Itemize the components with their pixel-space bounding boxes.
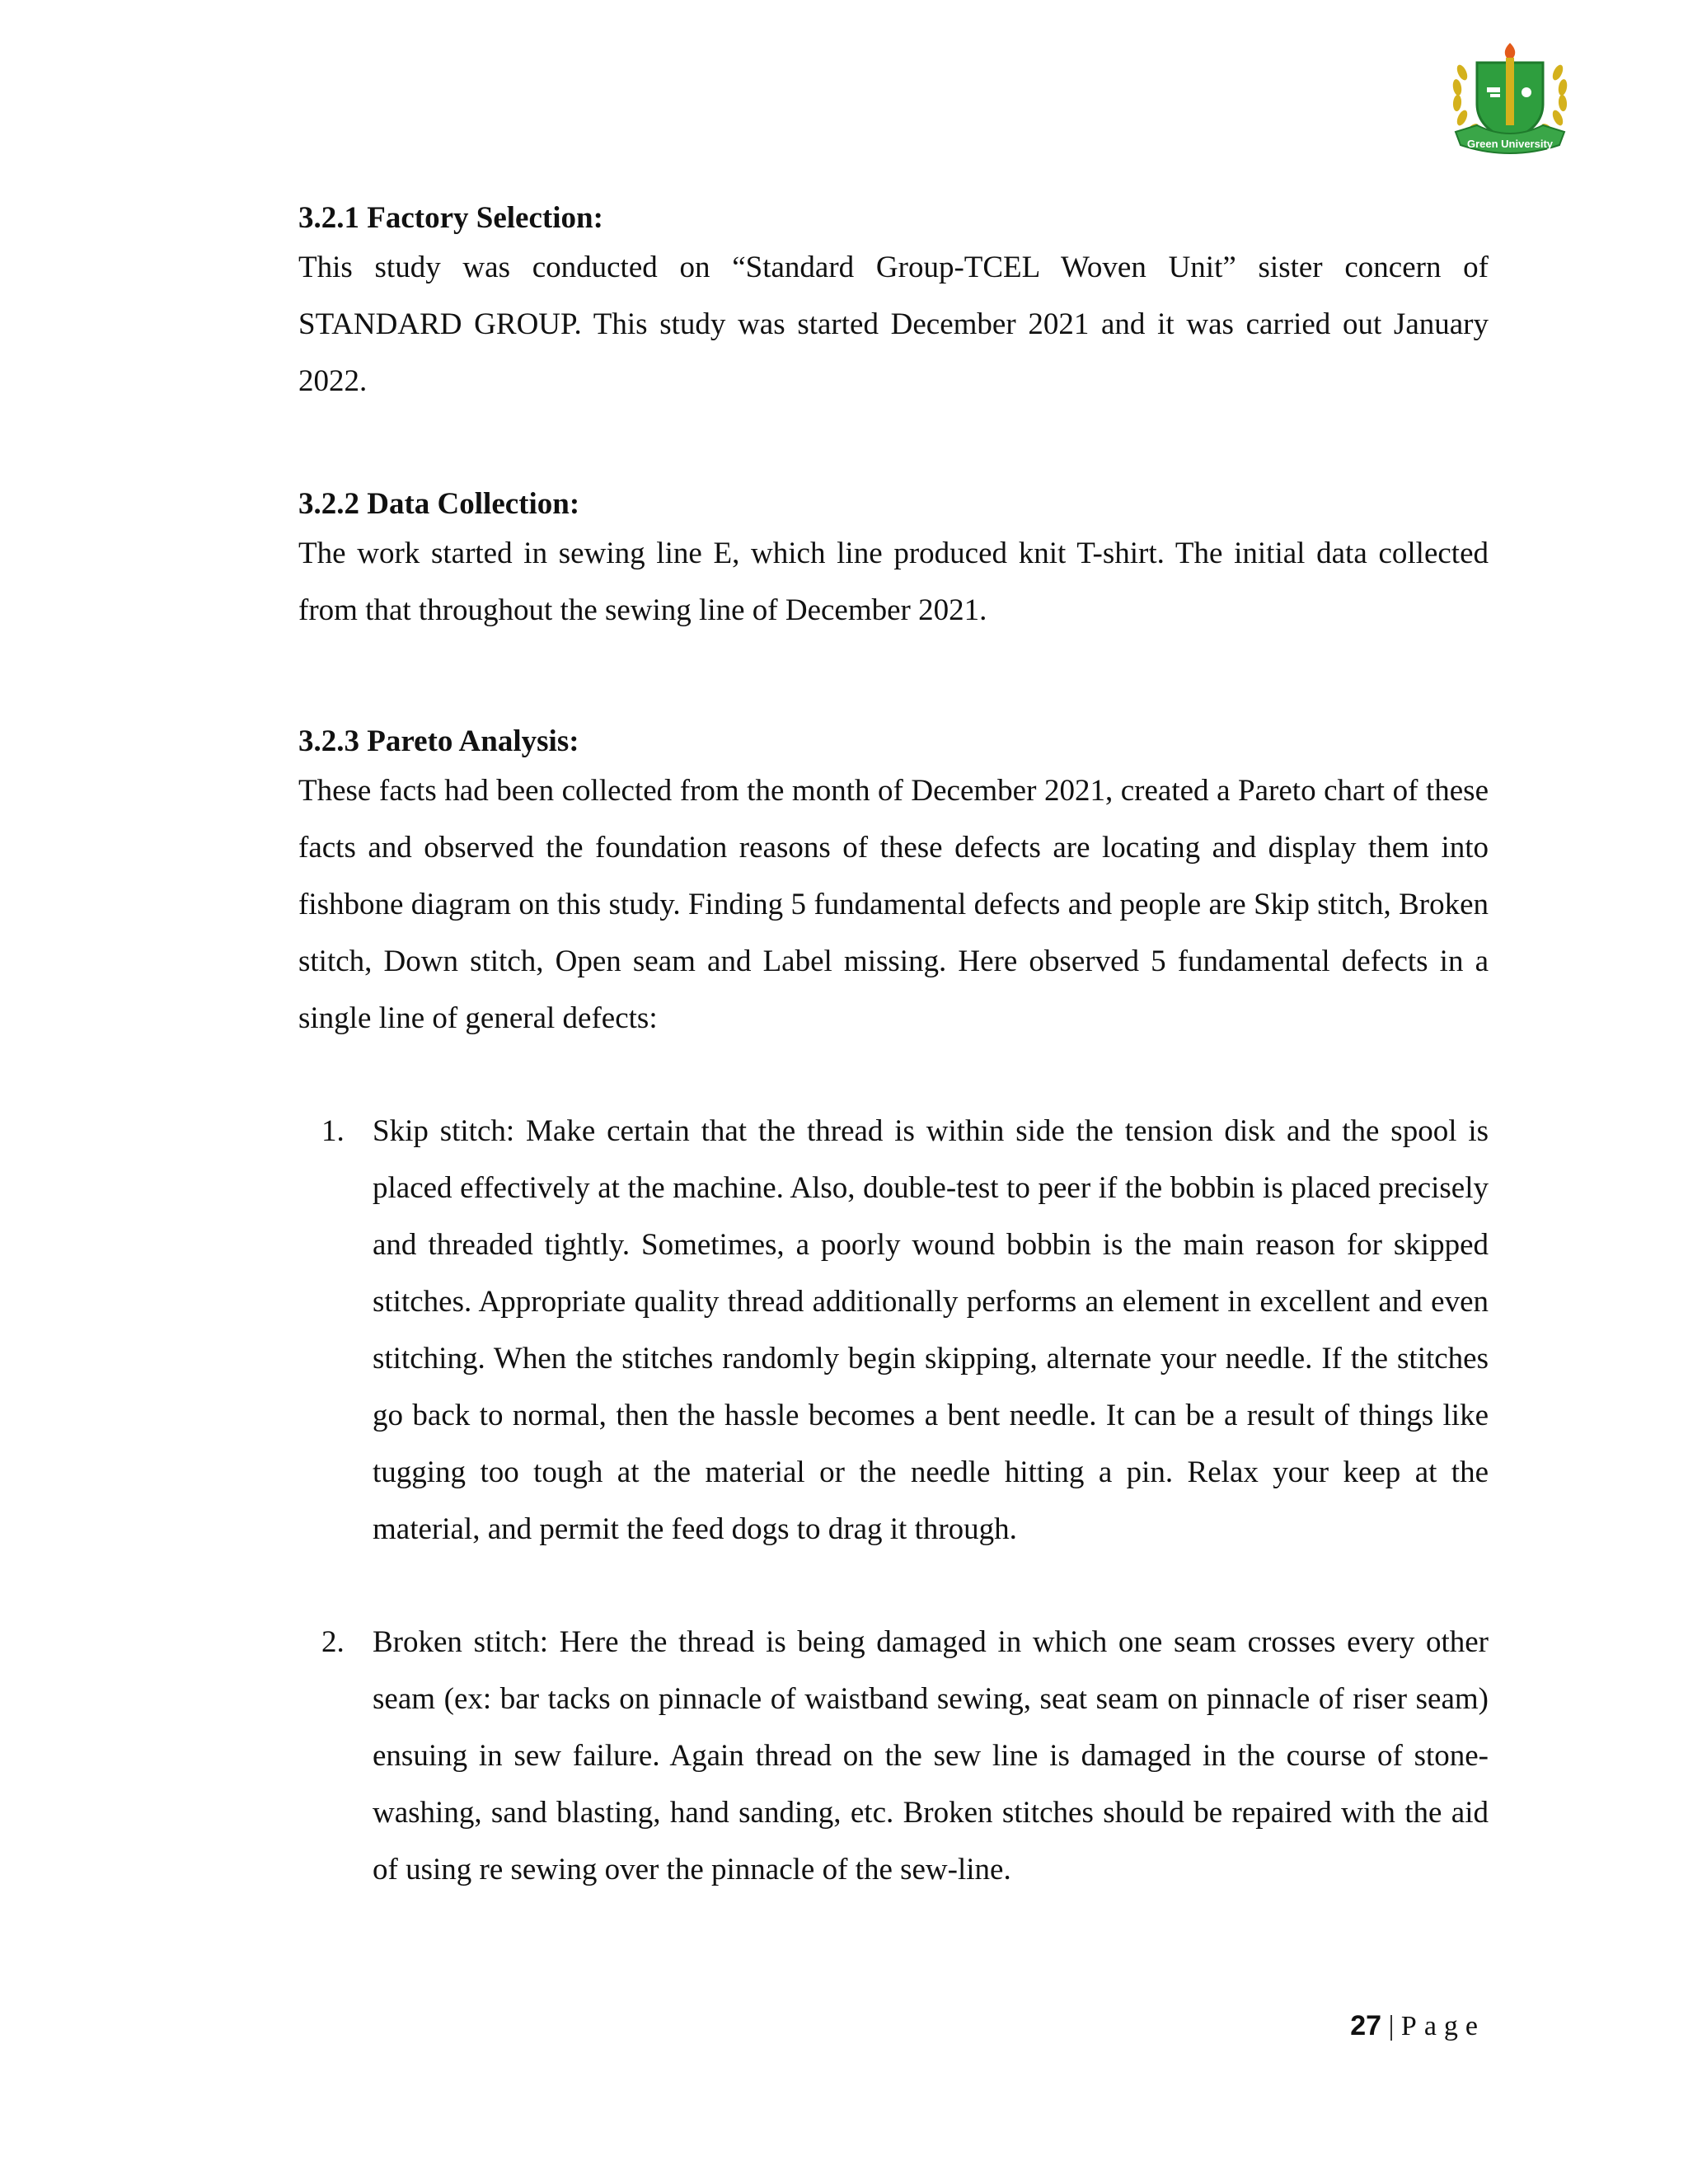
torch-icon (1506, 58, 1514, 125)
section-heading-data-collection: 3.2.2 Data Collection: (298, 487, 580, 521)
section-body-factory-selection: This study was conducted on “Standard Group-TCEL Woven Unit” sister concern of STANDARD GROUP. This study was started December 2021 and it was carried out January 2022. (298, 251, 1489, 398)
page-label: Page (1400, 2011, 1485, 2041)
list-item-number: 1. (321, 1114, 345, 1148)
list-item-skip-stitch (298, 1103, 1489, 1558)
list-item-text: Skip stitch: Make certain that the thread is within side the tension disk and the spool is placed effectively at the machine. Also, double-test to peer if the bobbin is placed precisely and threaded tightly. Sometimes, a poorly wound bobbin is the main reason for skipped stitches. Appropriate quality thread additionally performs an element in excellent and even stitching. When the stitches randomly begin skipping, alternate your needle. If the stitches go back to normal, then the hassle becomes a bent needle. It can be a result of things like tugging too tough at the material or the needle hitting a pin. Relax your keep at the material, and permit the feed dogs to drag it through. (373, 1114, 1489, 1546)
section-body-data-collection: The work started in sewing line E, which line produced knit T-shirt. The initial data collected from that throughout the sewing line of December 2021. (298, 537, 1489, 627)
list-item-broken-stitch (298, 1614, 1489, 1898)
section-body-pareto-analysis: These facts had been collected from the month of December 2021, created a Pareto chart of these facts and observed the foundation reasons of these defects are locating and display them into fishbone diagram on this study. Finding 5 fundamental defects and people are Skip stitch, Broken stitch, Down stitch, Open seam and Label missing. Here observed 5 fundamental defects in a single line of general defects: (298, 774, 1489, 1035)
logo-text: Green University (1466, 138, 1554, 150)
page-separator: | (1381, 2011, 1401, 2041)
section-heading-pareto-analysis: 3.2.3 Pareto Analysis: (298, 724, 579, 758)
spacer (298, 1047, 1489, 1103)
spacer (298, 1558, 1489, 1614)
section-heading-factory-selection: 3.2.1 Factory Selection: (298, 201, 603, 235)
green-university-logo (1444, 40, 1576, 163)
spacer (298, 410, 1489, 484)
document-body (298, 198, 1489, 1898)
defects-list (298, 1103, 1489, 1898)
page-footer (1278, 2008, 1485, 2045)
list-item-text: Broken stitch: Here the thread is being damaged in which one seam crosses every other seam (ex: bar tacks on pinnacle of waistband sewing, seat seam on pinnacle of riser seam) ensuing in sew failure. Again thread on the sew line is damaged in the course of stone-washing, sand blasting, hand sanding, etc. Broken stitches should be repaired with the aid of using re sewing over the pinnacle of the sew-line. (373, 1625, 1489, 1886)
spacer (298, 639, 1489, 721)
list-item-number: 2. (321, 1625, 345, 1659)
page-number: 27 (1350, 2010, 1382, 2041)
